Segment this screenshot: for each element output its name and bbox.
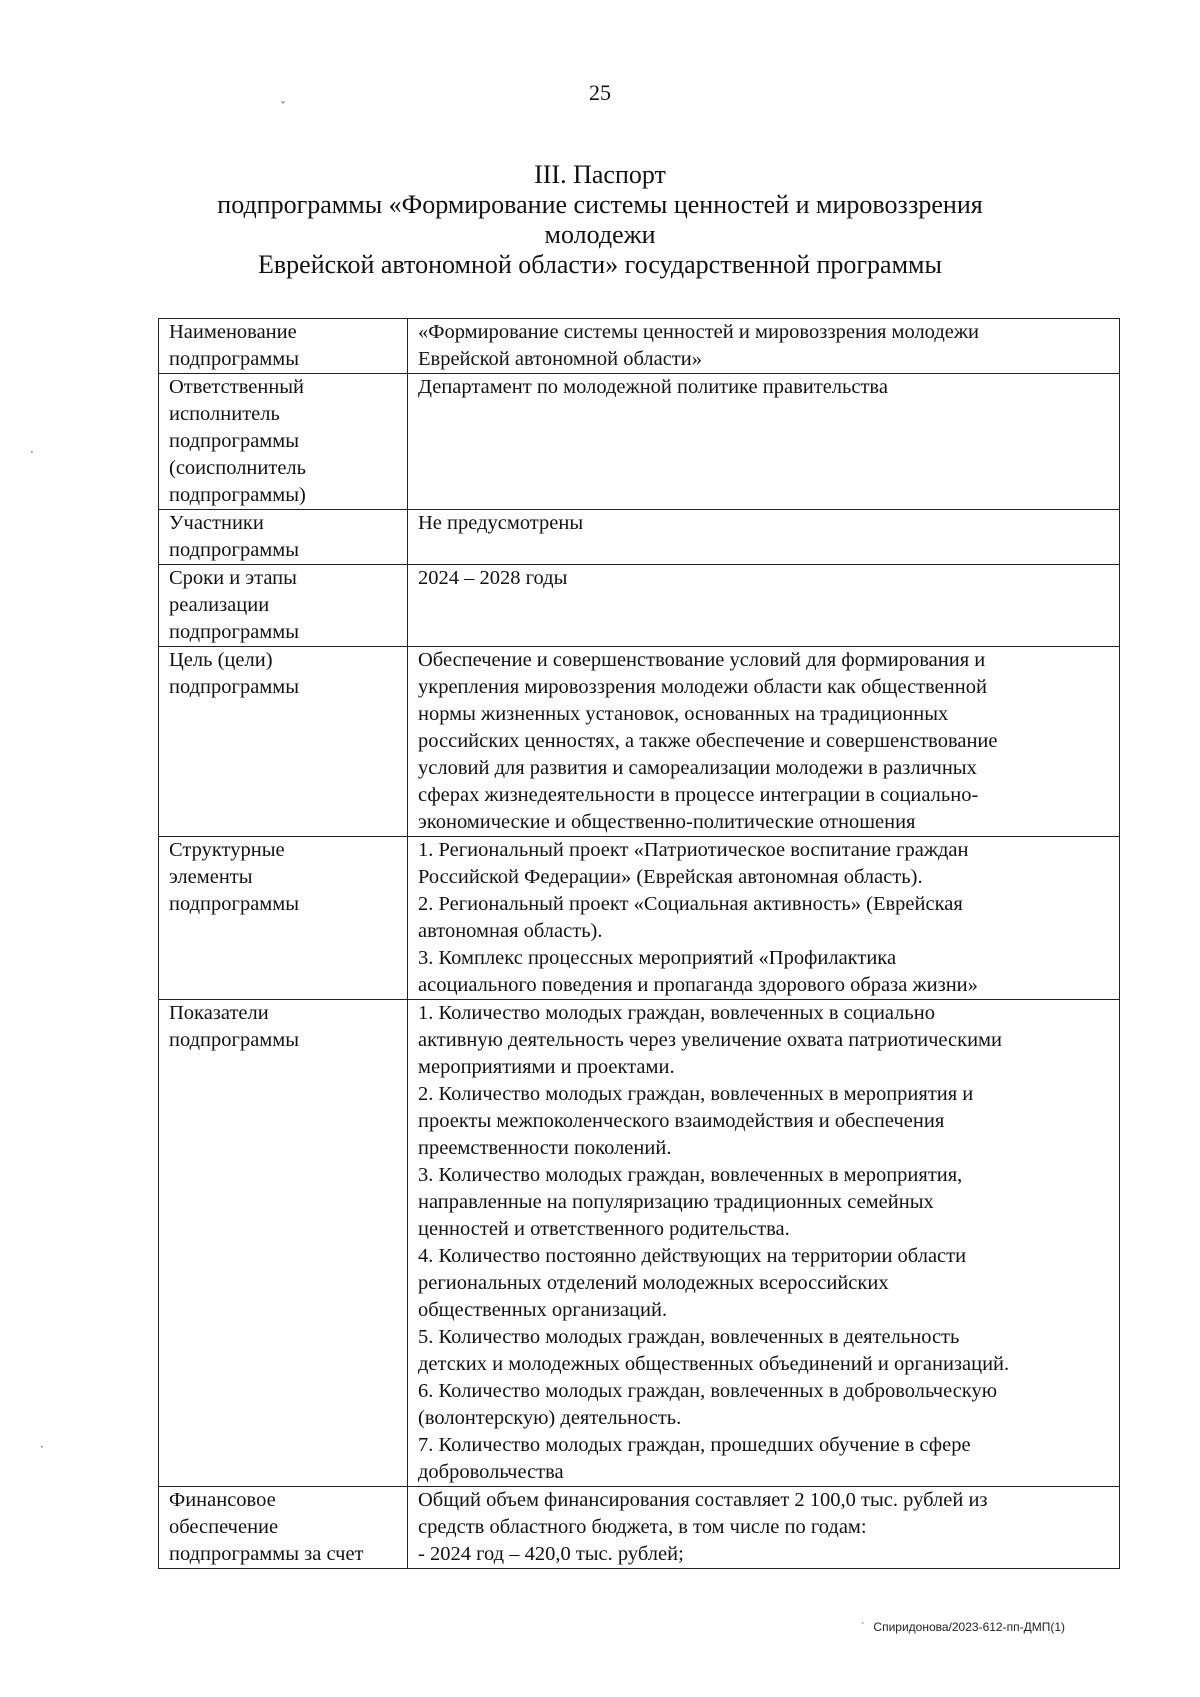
table-row bbox=[159, 510, 1120, 565]
title-line: подпрограммы «Формирование системы ценностей и мировоззрения bbox=[217, 190, 983, 219]
label-line: Финансовое bbox=[169, 1489, 276, 1511]
scan-mark: · bbox=[30, 445, 34, 459]
value-line: преемственности поколений. bbox=[418, 1137, 672, 1159]
table-row bbox=[159, 319, 1120, 374]
row-value-cell bbox=[408, 319, 1120, 374]
value-line: 1. Количество молодых граждан, вовлеченных в социально bbox=[418, 1002, 936, 1024]
label-line: подпрограммы bbox=[169, 893, 300, 915]
label-line: подпрограммы) bbox=[169, 484, 306, 506]
label-line: Участники bbox=[169, 512, 264, 534]
label-line: подпрограммы за счет bbox=[169, 1543, 364, 1565]
value-line: экономические и общественно-политические отношения bbox=[418, 811, 916, 833]
value-line: ценностей и ответственного родительства. bbox=[418, 1218, 790, 1240]
document-reference bbox=[861, 1620, 1065, 1634]
title-line: молодежи bbox=[544, 220, 656, 249]
label-line: элементы bbox=[169, 866, 253, 888]
row-value-cell bbox=[408, 1000, 1120, 1487]
table-row bbox=[159, 1487, 1120, 1569]
bullet-mark: ˙ bbox=[861, 1620, 866, 1634]
value-line: мероприятиями и проектами. bbox=[418, 1056, 675, 1078]
value-line: Департамент по молодежной политике правительства bbox=[418, 376, 888, 398]
value-line: «Формирование системы ценностей и мировоззрения молодежи bbox=[418, 321, 979, 343]
label-line: исполнитель bbox=[169, 403, 280, 425]
label-line: подпрограммы bbox=[169, 1029, 300, 1051]
value-line: проекты межпоколенческого взаимодействия и обеспечения bbox=[418, 1110, 945, 1132]
label-line: подпрограммы bbox=[169, 621, 300, 643]
label-line: реализации bbox=[169, 594, 270, 616]
label-line: Структурные bbox=[169, 839, 285, 861]
value-line: нормы жизненных установок, основанных на традиционных bbox=[418, 703, 949, 725]
value-line: направленные на популяризацию традиционных семейных bbox=[418, 1191, 934, 1213]
value-line: асоциального поведения и пропаганда здорового образа жизни» bbox=[418, 974, 978, 996]
row-value-cell bbox=[408, 1487, 1120, 1569]
row-label-cell bbox=[159, 1487, 408, 1569]
table-row bbox=[159, 647, 1120, 837]
label-line: обеспечение bbox=[169, 1516, 279, 1538]
value-line: добровольчества bbox=[418, 1461, 564, 1483]
row-label-cell bbox=[159, 510, 408, 565]
value-line: детских и молодежных общественных объединений и организаций. bbox=[418, 1353, 1010, 1375]
title-line: Еврейской автономной области» государственной программы bbox=[258, 250, 942, 279]
value-line: Общий объем финансирования составляет 2 100,0 тыс. рублей из bbox=[418, 1489, 988, 1511]
label-line: Цель (цели) bbox=[169, 649, 273, 671]
table-row bbox=[159, 1000, 1120, 1487]
label-line: подпрограммы bbox=[169, 676, 300, 698]
value-line: общественных организаций. bbox=[418, 1299, 668, 1321]
value-line: 2. Региональный проект «Социальная активность» (Еврейская bbox=[418, 893, 963, 915]
value-line: (волонтерскую) деятельность. bbox=[418, 1407, 682, 1429]
page-number: 25 bbox=[589, 80, 611, 105]
label-line: Показатели bbox=[169, 1002, 269, 1024]
value-line: российских ценностях, а также обеспечение и совершенствование bbox=[418, 730, 998, 752]
label-line: подпрограммы bbox=[169, 539, 300, 561]
value-line: укрепления мировоззрения молодежи области как общественной bbox=[418, 676, 987, 698]
value-line: условий для развития и самореализации молодежи в различных bbox=[418, 757, 977, 779]
value-line: 5. Количество молодых граждан, вовлеченных в деятельность bbox=[418, 1326, 960, 1348]
row-label-cell bbox=[159, 837, 408, 1000]
row-value-cell bbox=[408, 565, 1120, 647]
row-value-cell bbox=[408, 837, 1120, 1000]
row-label-cell bbox=[159, 319, 408, 374]
row-value-cell bbox=[408, 374, 1120, 510]
value-line: Российской Федерации» (Еврейская автономная область). bbox=[418, 866, 923, 888]
value-line: автономная область). bbox=[418, 920, 603, 942]
row-label-cell bbox=[159, 565, 408, 647]
label-line: Ответственный bbox=[169, 376, 305, 398]
label-line: подпрограммы bbox=[169, 430, 300, 452]
value-line: 2024 – 2028 годы bbox=[418, 567, 568, 589]
value-line: - 2024 год – 420,0 тыс. рублей; bbox=[418, 1543, 684, 1565]
value-line: активную деятельность через увеличение охвата патриотическими bbox=[418, 1029, 1002, 1051]
value-line: 1. Региональный проект «Патриотическое воспитание граждан bbox=[418, 839, 969, 861]
value-line: 4. Количество постоянно действующих на территории области bbox=[418, 1245, 967, 1267]
value-line: Обеспечение и совершенствование условий для формирования и bbox=[418, 649, 986, 671]
table-row bbox=[159, 565, 1120, 647]
value-line: средств областного бюджета, в том числе по годам: bbox=[418, 1516, 867, 1538]
row-label-cell bbox=[159, 647, 408, 837]
label-line: Сроки и этапы bbox=[169, 567, 297, 589]
row-label-cell bbox=[159, 374, 408, 510]
label-line: подпрограммы bbox=[169, 348, 300, 370]
value-line: сферах жизнедеятельности в процессе интеграции в социально- bbox=[418, 784, 979, 806]
title-line: III. Паспорт bbox=[534, 160, 666, 189]
reference-text: Спиридонова/2023-612-пп-ДМП(1) bbox=[873, 1620, 1065, 1634]
scan-mark: ˇ bbox=[280, 100, 286, 114]
value-line: 2. Количество молодых граждан, вовлеченных в мероприятия и bbox=[418, 1083, 974, 1105]
table-row bbox=[159, 837, 1120, 1000]
document-title bbox=[0, 160, 1200, 280]
row-value-cell bbox=[408, 510, 1120, 565]
row-label-cell bbox=[159, 1000, 408, 1487]
value-line: Не предусмотрены bbox=[418, 512, 584, 534]
value-line: 3. Комплекс процессных мероприятий «Профилактика bbox=[418, 947, 897, 969]
passport-table bbox=[158, 318, 1120, 1569]
value-line: 6. Количество молодых граждан, вовлеченных в добровольческую bbox=[418, 1380, 998, 1402]
value-line: 3. Количество молодых граждан, вовлеченных в мероприятия, bbox=[418, 1164, 963, 1186]
label-line: (соисполнитель bbox=[169, 457, 307, 479]
value-line: региональных отделений молодежных всероссийских bbox=[418, 1272, 889, 1294]
value-line: Еврейской автономной области» bbox=[418, 348, 702, 370]
row-value-cell bbox=[408, 647, 1120, 837]
scan-mark: · bbox=[40, 1440, 44, 1454]
label-line: Наименование bbox=[169, 321, 297, 343]
value-line: 7. Количество молодых граждан, прошедших обучение в сфере bbox=[418, 1434, 971, 1456]
table-row bbox=[159, 374, 1120, 510]
